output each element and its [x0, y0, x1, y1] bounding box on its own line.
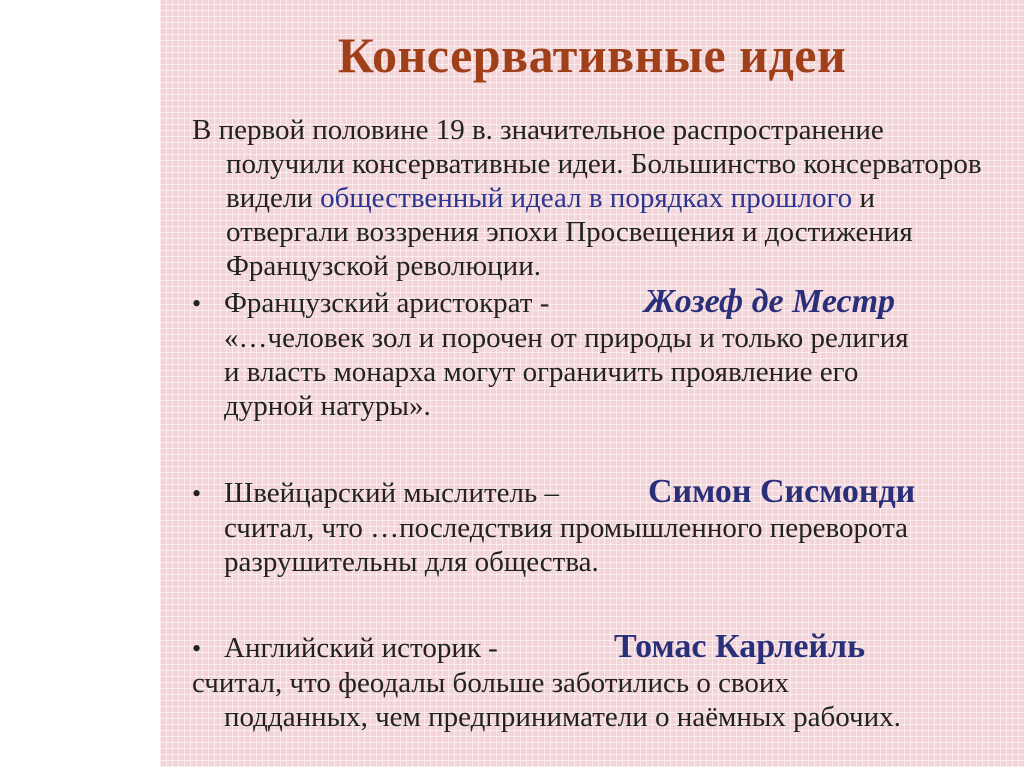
bullet-line: считал, что …последствия промышленного переворота: [224, 512, 909, 544]
bullet-lead: Французский аристократ -: [224, 287, 550, 319]
intro-highlight: общественный идеал в порядках прошлого: [320, 182, 853, 214]
intro-text-part1: В первой половине 19 в. значительное распространение получили консервативные идеи. Большинство консерваторов видели: [192, 114, 982, 214]
bullet-symbol: •: [192, 634, 202, 663]
bullet-symbol: •: [192, 479, 202, 508]
slide-title: Консервативные идеи: [337, 27, 847, 83]
intro-paragraph: [192, 113, 992, 283]
bullet-line: дурной натуры».: [224, 390, 431, 422]
bullet-line: «…человек зол и порочен от природы и только религия: [224, 322, 909, 354]
bullet-line: подданных, чем предприниматели о наёмных рабочих.: [224, 701, 901, 733]
bullet-line: разрушительны для общества.: [224, 546, 599, 578]
bullet-de-maistre: [192, 285, 992, 423]
bullet-line: считал, что феодалы больше заботились о своих: [192, 667, 789, 699]
bullet-lead: Английский историк -: [224, 632, 498, 664]
person-name: Томас Карлейль: [614, 628, 866, 665]
bullet-symbol: •: [192, 289, 202, 318]
person-name: Жозеф де Местр: [644, 283, 896, 320]
bullet-lead: Швейцарский мыслитель –: [224, 477, 560, 509]
person-name: Симон Сисмонди: [648, 473, 916, 510]
bullet-carlyle: [192, 630, 992, 734]
bullet-line: и власть монарха могут ограничить проявление его: [224, 356, 859, 388]
intro-text-part2: и отвергали воззрения эпохи Просвещения и достижения Французской революции.: [226, 182, 913, 282]
bullet-sismondi: [192, 475, 992, 579]
